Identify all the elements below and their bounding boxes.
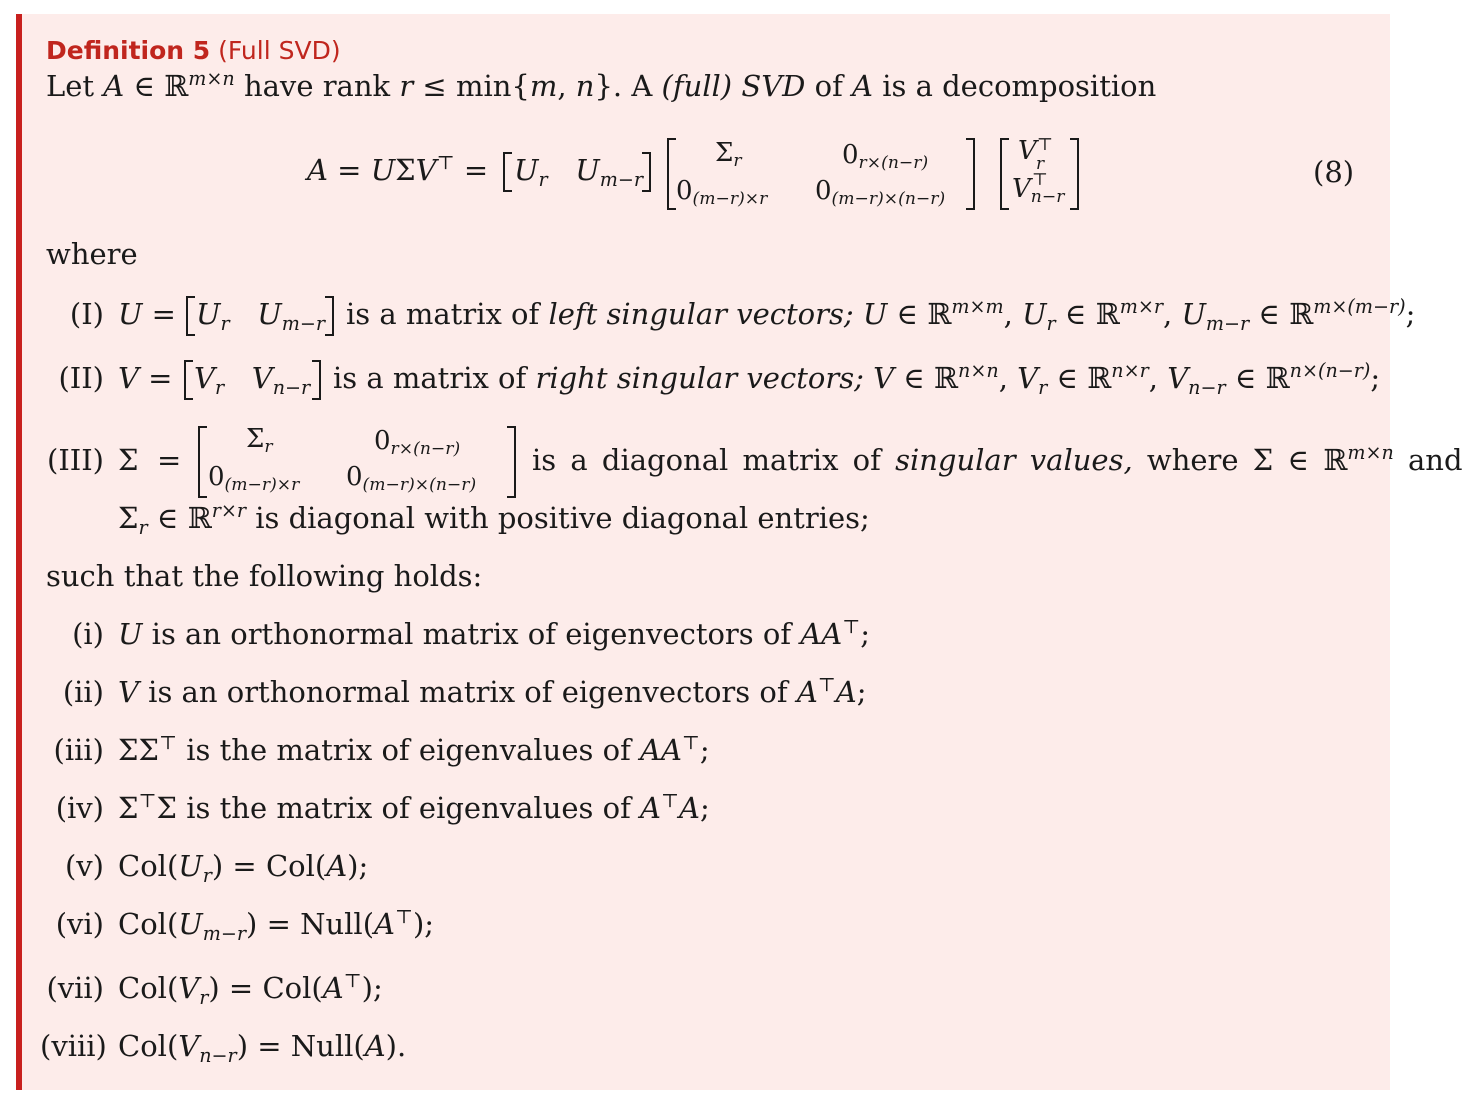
equation-number: (8): [1313, 155, 1355, 189]
where-text: where: [46, 237, 138, 271]
intro-line: Let A ∈ ℝ$^{m\times n}$ have rank r ≤ min{m, n}. A (full) SVD of A is a decomposition: [46, 67, 1157, 103]
definition-subtitle: (Full SVD): [218, 36, 341, 65]
definition-label: Definition 5: [46, 36, 211, 65]
such-that-text: such that the following holds:: [46, 559, 483, 593]
definition-title: [46, 36, 341, 65]
